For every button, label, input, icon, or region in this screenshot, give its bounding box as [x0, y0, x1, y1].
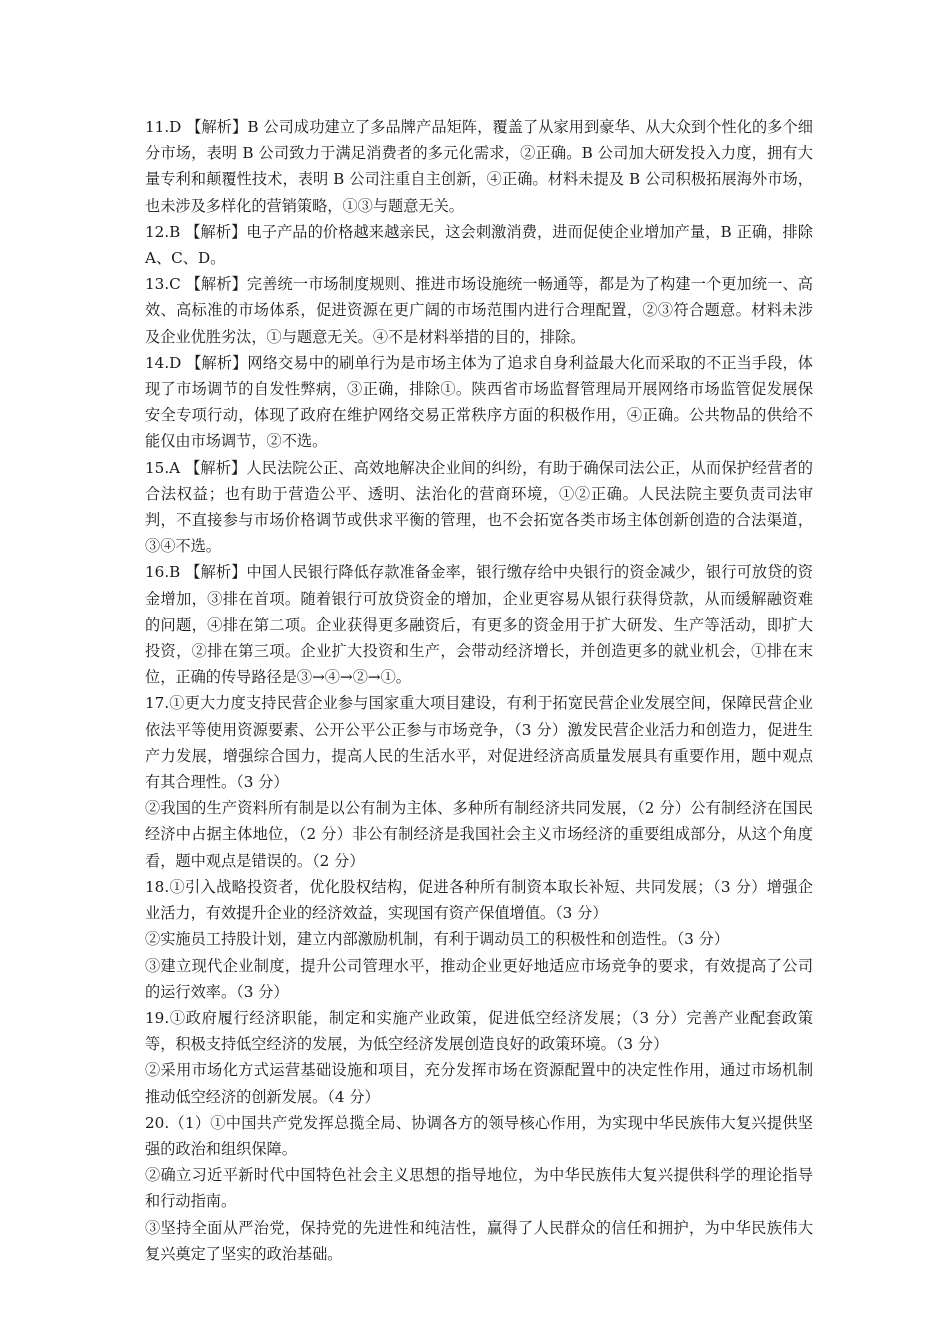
answer-15: 15.A 【解析】人民法院公正、高效地解决企业间的纠纷，有助于确保司法公正，从而保护经营者的合法权益；也有助于营造公平、透明、法治化的营商环境，①②正确。人民法院主要负责司法审判，不直接参与市场价格调节或供求平衡的管理，也不会拓宽各类市场主体创新创造的合法渠道，③④不选。: [145, 458, 813, 556]
answer-18-part-3: ③建立现代企业制度，提升公司管理水平，推动企业更好地适应市场竞争的要求，有效提高了公司的运行效率。（3 分）: [145, 956, 813, 1001]
answer-20-part-3: ③坚持全面从严治党，保持党的先进性和纯洁性，赢得了人民群众的信任和拥护，为中华民族伟大复兴奠定了坚实的政治基础。: [145, 1218, 813, 1263]
answer-18-part-1: 18.①引入战略投资者，优化股权结构，促进各种所有制资本取长补短、共同发展；（3 分）增强企业活力，有效提升企业的经济效益，实现国有资产保值增值。（3 分）: [145, 877, 813, 923]
answer-18-part-2: ②实施员工持股计划，建立内部激励机制，有利于调动员工的积极性和创造性。（3 分）: [145, 930, 730, 949]
answer-13: 13.C 【解析】完善统一市场制度规则、推进市场设施统一畅通等，都是为了构建一个更加统一、高效、高标准的市场体系，促进资源在更广阔的市场范围内进行合理配置，②③符合题意。材料未涉及企业优胜劣汰，①与题意无关。④不是材料举措的目的，排除。: [145, 275, 813, 346]
answer-17-part-2: ②我国的生产资料所有制是以公有制为主体、多种所有制经济共同发展，（2 分）公有制经济在国民经济中占据主体地位，（2 分）非公有制经济是我国社会主义市场经济的重要组成部分，从这个角度看，题中观点是错误的。（2 分）: [145, 799, 813, 870]
answer-19-part-2: ②采用市场化方式运营基础设施和项目，充分发挥市场在资源配置中的决定性作用，通过市场机制推动低空经济的创新发展。（4 分）: [145, 1061, 813, 1106]
answer-20-part-2: ②确立习近平新时代中国特色社会主义思想的指导地位，为中华民族伟大复兴提供科学的理论指导和行动指南。: [145, 1166, 813, 1211]
answer-document: [145, 114, 813, 1267]
answer-11: 11.D 【解析】B 公司成功建立了多品牌产品矩阵，覆盖了从家用到豪华、从大众到个性化的多个细分市场，表明 B 公司致力于满足消费者的多元化需求，②正确。B 公司加大研发投入力度，拥有大量专利和颠覆性技术，表明 B 公司注重自主创新，④正确。材料未提及 B 公司积极拓展海外市场，也未涉及多样化的营销策略，①③与题意无关。: [145, 118, 813, 215]
answer-17-part-1: 17.①更大力度支持民营企业参与国家重大项目建设，有利于拓宽民营企业发展空间，保障民营企业依法平等使用资源要素、公开公平公正参与市场竞争，（3 分）激发民营企业活力和创造力，促进生产力发展，增强综合国力，提高人民的生活水平，对促进经济高质量发展具有重要作用，题中观点有其合理性。（3 分）: [145, 694, 813, 792]
answer-14: 14.D 【解析】网络交易中的刷单行为是市场主体为了追求自身利益最大化而采取的不正当手段，体现了市场调节的自发性弊病，③正确，排除①。陕西省市场监督管理局开展网络市场监管促发展保安全专项行动，体现了政府在维护网络交易正常秩序方面的积极作用，④正确。公共物品的供给不能仅由市场调节，②不选。: [145, 353, 813, 451]
answer-20-part-1: 20.（1）①中国共产党发挥总揽全局、协调各方的领导核心作用，为实现中华民族伟大复兴提供坚强的政治和组织保障。: [145, 1113, 813, 1158]
answer-12: 12.B 【解析】电子产品的价格越来越亲民，这会刺激消费，进而促使企业增加产量，B 正确，排除 A、C、D。: [145, 222, 813, 268]
answer-19-part-1: 19.①政府履行经济职能，制定和实施产业政策，促进低空经济发展；（3 分）完善产业配套政策等，积极支持低空经济的发展，为低空经济发展创造良好的政策环境。（3 分）: [145, 1008, 813, 1054]
answer-16: 16.B 【解析】中国人民银行降低存款准备金率，银行缴存给中央银行的资金减少，银行可放贷的资金增加，③排在首项。随着银行可放贷资金的增加，企业更容易从银行获得贷款，从而缓解融资难的问题，④排在第二项。企业获得更多融资后，有更多的资金用于扩大研发、生产等活动，即扩大投资，②排在第三项。企业扩大投资和生产，会带动经济增长，并创造更多的就业机会，①排在末位，正确的传导路径是③→④→②→①。: [145, 563, 813, 687]
